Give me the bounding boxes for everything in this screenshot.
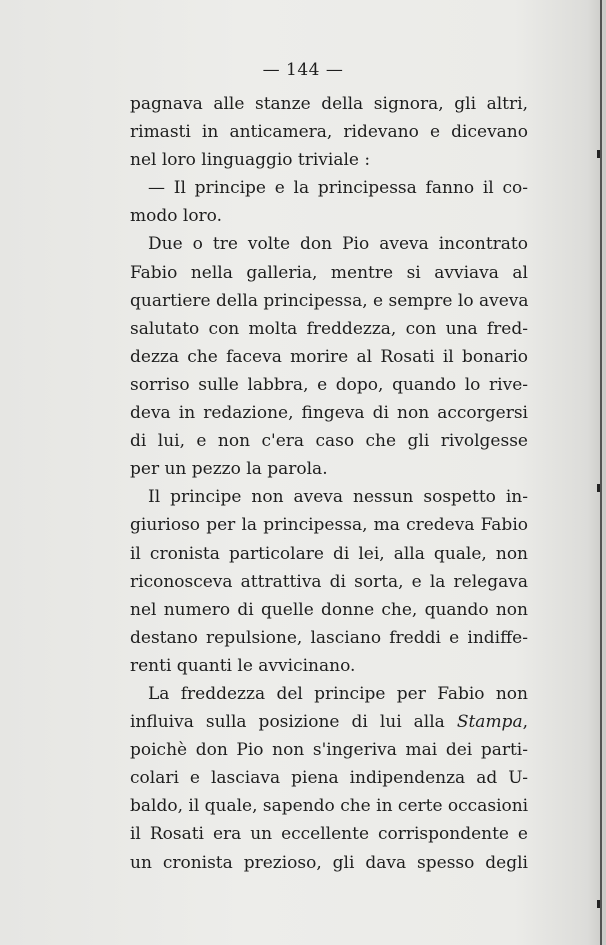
text-line: modo loro. [130,206,223,227]
text-line: il cronista particolare di lei, alla quale, non [130,543,528,564]
text-line: poichè don Pio non s'ingeriva mai dei parti- [130,740,528,761]
text-line: il Rosati era un eccellente corrispondente e [130,824,528,845]
text-line: renti quanti le avvicinano. [130,655,356,676]
text-line: nel numero di quelle donne che, quando non [130,599,528,620]
text-line: — Il principe e la principessa fanno il co- [148,178,528,199]
text-line: La freddezza del principe per Fabio non [148,683,528,704]
text-line: rimasti in anticamera, ridevano e dicevano [130,122,528,143]
text-line: dezza che faceva morire al Rosati il bonario [130,346,528,367]
text-line: colari e lasciava piena indipendenza ad U- [130,768,528,789]
text-line: giurioso per la principessa, ma credeva Fabio [130,515,528,536]
text-line: influiva sulla posizione di lui alla Stampa, [130,712,528,733]
text-line: Due o tre volte don Pio aveva incontrato [148,234,528,255]
page-edge [600,0,602,945]
text-line: pagnava alle stanze della signora, gli altri, [130,94,528,114]
page-number: — 144 — [262,60,344,80]
text-line: baldo, il quale, sapendo che in certe occasioni [130,796,529,817]
italic-title: Stampa [456,712,523,733]
text-line: destano repulsione, lasciano freddi e indiffe- [130,627,528,648]
text-line: riconosceva attrattiva di sorta, e la relegava [130,571,528,592]
text-line: Fabio nella galleria, mentre si avviava al [130,262,528,283]
text-line: Il principe non aveva nessun sospetto in- [148,487,528,508]
edge-mark [597,484,600,492]
edge-mark [597,900,600,908]
edge-mark [597,150,600,158]
text-line: di lui, e non c'era caso che gli rivolgesse [130,431,528,452]
text-line: un cronista prezioso, gli dava spesso degli [130,852,528,873]
body-text [130,90,528,877]
text-line: sorriso sulle labbra, e dopo, quando lo rive- [130,374,528,395]
text-line: nel loro linguaggio triviale : [130,150,371,171]
text-line: quartiere della principessa, e sempre lo aveva [130,290,529,311]
text-line: salutato con molta freddezza, con una fred- [130,318,528,339]
text-line: per un pezzo la parola. [130,459,328,480]
text-line: deva in redazione, fingeva di non accorgersi [130,403,528,424]
